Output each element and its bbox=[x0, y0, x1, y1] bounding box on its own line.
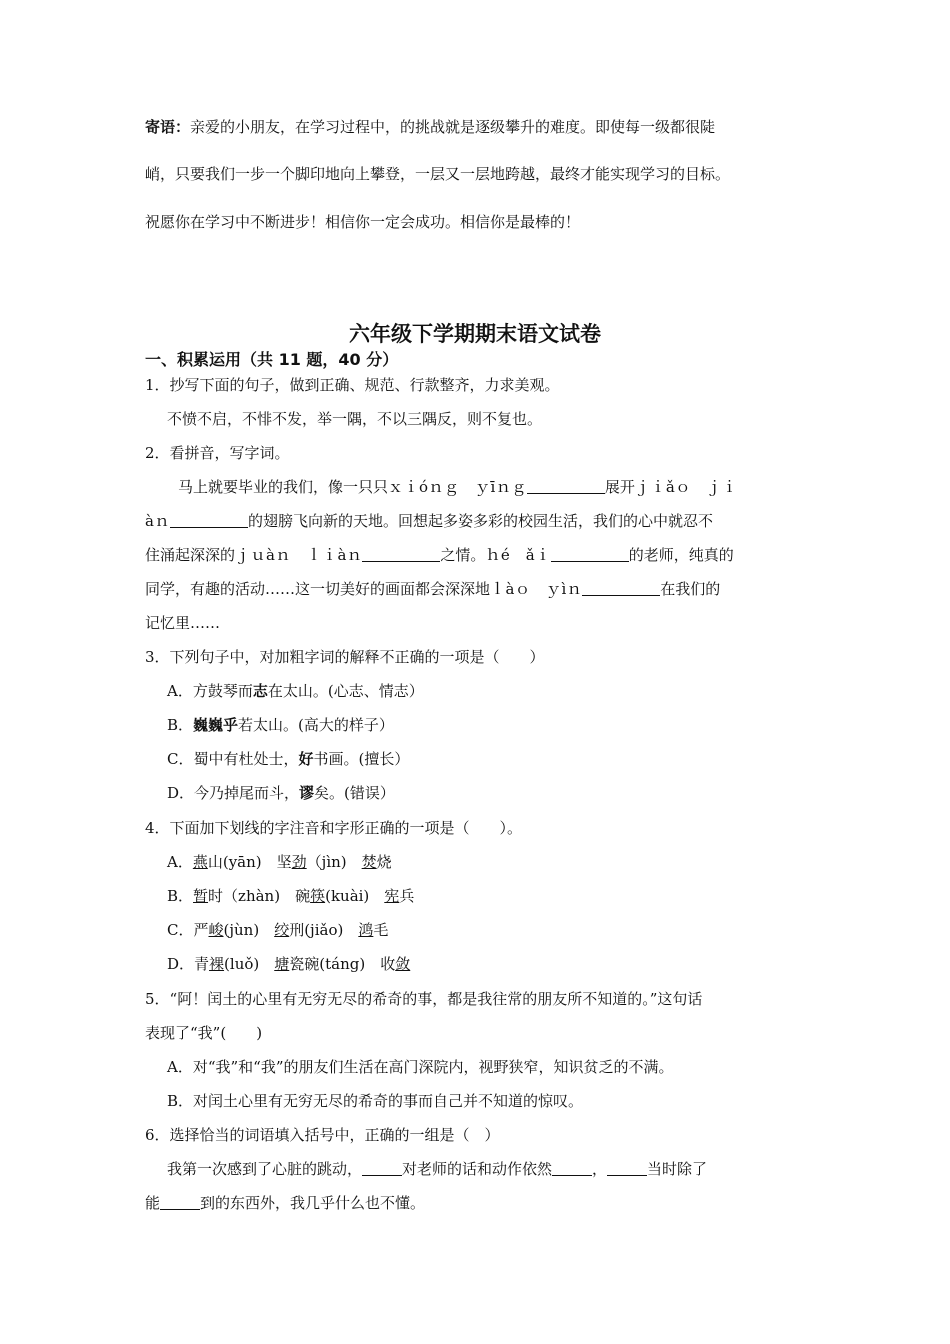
answer-blank[interactable] bbox=[527, 478, 605, 494]
q5-option-b[interactable]: B．对闰土心里有无穷无尽的希奇的事而自己并不知道的惊叹。 bbox=[167, 1092, 584, 1110]
q4-option-d[interactable]: D．青裸(luǒ) 塘瓷碗(táng) 收敛 bbox=[167, 955, 411, 973]
q6-line-2: 能 到的东西外，我几乎什么也不懂。 bbox=[145, 1194, 426, 1212]
intro-line-2: 峭，只要我们一步一个脚印地向上攀登，一层又一层地跨越，最终才能实现学习的目标。 bbox=[145, 165, 731, 183]
q2-line-3: 住涌起深深的ｊｕàｎ ｌｉàｎ 之情。ｈé ǎｉ 的老师，纯真的 bbox=[145, 546, 734, 564]
q3-option-c[interactable]: C．蜀中有杜处士，好书画。(擅长） bbox=[167, 750, 410, 768]
q5-option-a[interactable]: A．对“我”和“我”的朋友们生活在高门深院内，视野狭窄，知识贫乏的不满。 bbox=[167, 1058, 674, 1076]
intro-line-1: 寄语：亲爱的小朋友，在学习过程中，的挑战就是逐级攀升的难度。即使每一级都很陡 bbox=[145, 118, 716, 136]
q1-sentence: 不愤不启，不悱不发，举一隅，不以三隅反，则不复也。 bbox=[167, 410, 543, 428]
answer-blank[interactable] bbox=[170, 512, 248, 528]
q4-option-b[interactable]: B．暂时（zhàn) 碗筷(kuài) 宪兵 bbox=[167, 887, 415, 905]
q5-stem-line-1: 5．“阿！闰土的心里有无穷无尽的希奇的事，都是我往常的朋友所不知道的。”这句话 bbox=[145, 990, 703, 1008]
answer-blank[interactable] bbox=[552, 1160, 592, 1176]
q3-option-b[interactable]: B．巍巍乎若太山。(高大的样子） bbox=[167, 716, 394, 734]
q1-stem: 1．抄写下面的句子，做到正确、规范、行款整齐，力求美观。 bbox=[145, 376, 560, 394]
pinyin-5: ｌàｏ ｙìｎ bbox=[490, 580, 583, 598]
answer-blank[interactable] bbox=[362, 546, 440, 562]
page-title: 六年级下学期期末语文试卷 bbox=[349, 321, 601, 346]
pinyin-3: ｊｕàｎ ｌｉàｎ bbox=[235, 546, 363, 564]
q4-option-a[interactable]: A．燕山(yān) 坚劲（jìn) 焚烧 bbox=[167, 853, 392, 871]
q2-line-2: àｎ 的翅膀飞向新的天地。回想起多姿多彩的校园生活，我们的心中就忍不 bbox=[145, 512, 713, 530]
answer-blank[interactable] bbox=[607, 1160, 647, 1176]
q3-option-a[interactable]: A．方鼓琴而志在太山。(心志、情志） bbox=[167, 682, 424, 700]
answer-blank[interactable] bbox=[362, 1160, 402, 1176]
q5-stem-line-2: 表现了“我”( ) bbox=[145, 1024, 263, 1042]
q6-stem: 6．选择恰当的词语填入括号中，正确的一组是（ ） bbox=[145, 1126, 500, 1144]
answer-blank[interactable] bbox=[160, 1194, 200, 1210]
q2-line-5: 记忆里…… bbox=[145, 614, 221, 632]
q4-option-c[interactable]: C．严峻(jùn) 绞刑(jiǎo) 鸿毛 bbox=[167, 921, 389, 939]
pinyin-1: ｘｉóｎｇ ｙīｎｇ bbox=[388, 478, 527, 496]
q3-stem: 3．下列句子中，对加粗字词的解释不正确的一项是（ ） bbox=[145, 648, 545, 666]
q6-line-1: 我第一次感到了心脏的跳动， 对老师的话和动作依然 ， 当时除了 bbox=[167, 1160, 708, 1178]
q2-line-1: 马上就要毕业的我们，像一只只ｘｉóｎｇ ｙīｎｇ 展开ｊｉǎｏ ｊｉ bbox=[178, 478, 738, 496]
answer-blank[interactable] bbox=[551, 546, 629, 562]
pinyin-2: ｊｉǎｏ ｊｉ bbox=[634, 478, 738, 496]
pinyin-4: ｈé ǎｉ bbox=[485, 546, 551, 564]
q2-stem: 2．看拼音，写字词。 bbox=[145, 444, 290, 462]
q2-line-4: 同学，有趣的活动……这一切美好的画面都会深深地ｌàｏ ｙìｎ 在我们的 bbox=[145, 580, 721, 598]
intro-line-3: 祝愿你在学习中不断进步！相信你一定会成功。相信你是最棒的！ bbox=[145, 213, 581, 231]
intro-label: 寄语： bbox=[145, 118, 191, 136]
q3-option-d[interactable]: D．今乃掉尾而斗，谬矣。(错误） bbox=[167, 784, 395, 802]
answer-blank[interactable] bbox=[582, 580, 660, 596]
section-heading: 一、积累运用（共 11 题，40 分） bbox=[145, 350, 399, 369]
q4-stem: 4．下面加下划线的字注音和字形正确的一项是（ ）。 bbox=[145, 819, 523, 837]
